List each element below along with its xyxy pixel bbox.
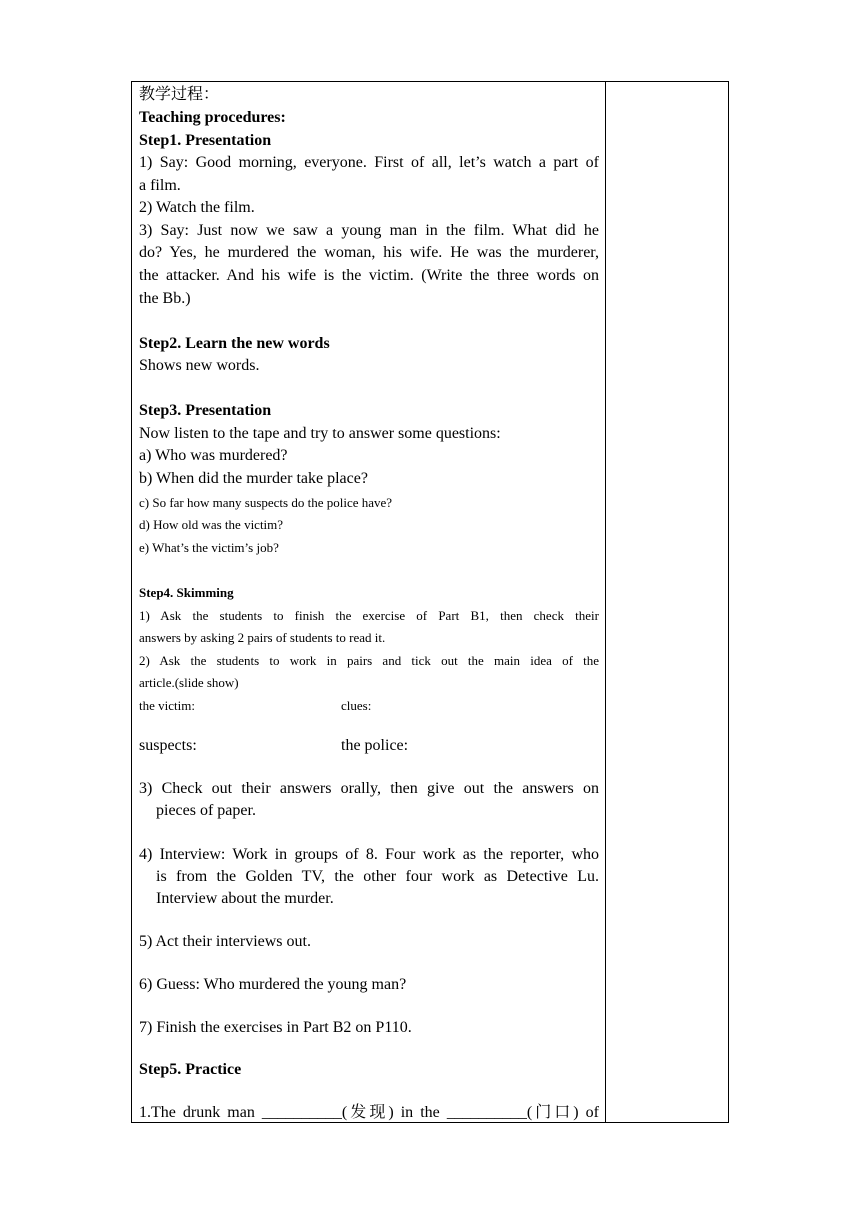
step1-line: 2) Watch the film. bbox=[139, 199, 255, 216]
step4-line: 4) Interview: Work in groups of 8. Four work as the reporter, who bbox=[139, 846, 599, 863]
step1-line: a film. bbox=[139, 177, 181, 194]
suspects-label: suspects: bbox=[139, 737, 197, 754]
step4-line: 6) Guess: Who murdered the young man? bbox=[139, 976, 407, 993]
process-heading-cn: 教学过程： bbox=[139, 86, 220, 103]
step5-line: 1.The drunk man __________(发现) in the __________(门口) of bbox=[139, 1104, 599, 1121]
step1-title: Step1. Presentation bbox=[139, 132, 272, 149]
step4-title: Step4. Skimming bbox=[139, 585, 234, 600]
step4-line: 2) Ask the students to work in pairs and tick out the main idea of the bbox=[139, 653, 599, 668]
clues-label: clues: bbox=[341, 698, 372, 713]
police-label: the police: bbox=[341, 737, 409, 754]
step4-line: pieces of paper. bbox=[156, 802, 256, 819]
step4-line: 3) Check out their answers orally, then give out the answers on bbox=[139, 780, 599, 797]
victim-label: the victim: bbox=[139, 698, 195, 713]
step4-line: 1) Ask the students to finish the exercise of Part B1, then check their bbox=[139, 608, 599, 623]
step2-line: Shows new words. bbox=[139, 357, 260, 374]
step5-title: Step5. Practice bbox=[139, 1061, 242, 1078]
procedures-heading: Teaching procedures: bbox=[139, 109, 286, 126]
step1-line: do? Yes, he murdered the woman, his wife. He was the murderer, bbox=[139, 244, 599, 261]
step3-question: d) How old was the victim? bbox=[139, 517, 284, 532]
step4-line: 5) Act their interviews out. bbox=[139, 933, 311, 950]
step4-line: is from the Golden TV, the other four work as Detective Lu. bbox=[156, 868, 599, 885]
step3-intro: Now listen to the tape and try to answer some questions: bbox=[139, 425, 501, 442]
step3-title: Step3. Presentation bbox=[139, 402, 272, 419]
step4-line: Interview about the murder. bbox=[156, 890, 334, 907]
lesson-plan-table bbox=[131, 81, 729, 1123]
step3-question: a) Who was murdered? bbox=[139, 447, 288, 464]
step1-line: the attacker. And his wife is the victim. (Write the three words on bbox=[139, 267, 599, 284]
step2-title: Step2. Learn the new words bbox=[139, 335, 330, 352]
step1-line: 1) Say: Good morning, everyone. First of all, let’s watch a part of bbox=[139, 154, 599, 171]
step3-question: c) So far how many suspects do the police have? bbox=[139, 495, 393, 510]
step4-line: answers by asking 2 pairs of students to read it. bbox=[139, 630, 386, 645]
step3-question: b) When did the murder take place? bbox=[139, 470, 368, 487]
step3-question: e) What’s the victim’s job? bbox=[139, 540, 279, 555]
step4-line: 7) Finish the exercises in Part B2 on P110. bbox=[139, 1019, 412, 1036]
notes-cell bbox=[606, 82, 728, 1122]
step1-line: 3) Say: Just now we saw a young man in the film. What did he bbox=[139, 222, 599, 239]
step4-line: article.(slide show) bbox=[139, 675, 239, 690]
step1-line: the Bb.) bbox=[139, 290, 191, 307]
